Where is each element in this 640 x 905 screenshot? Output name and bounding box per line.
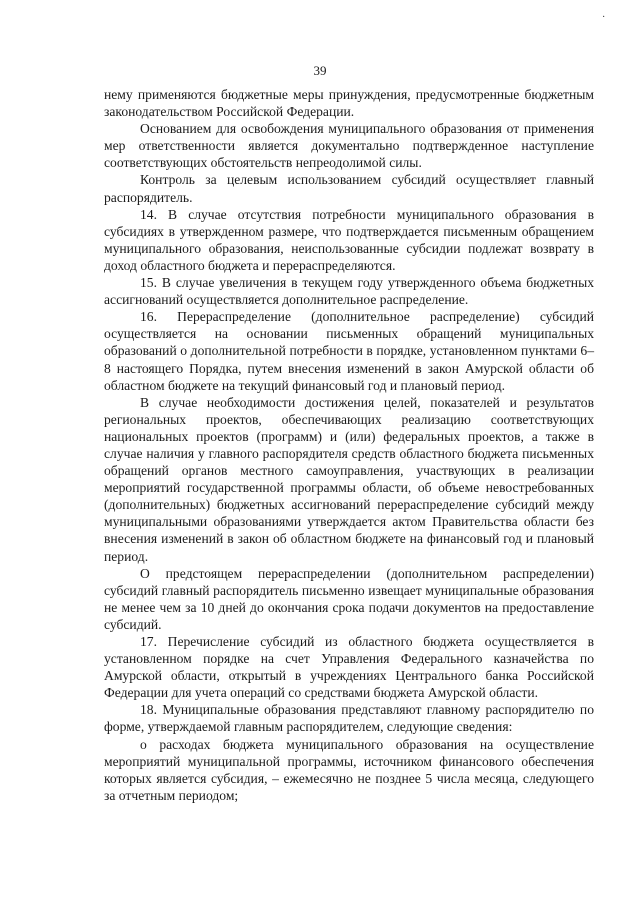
document-body bbox=[104, 86, 594, 804]
paragraph: В случае необходимости достижения целей, показателей и результатов региональных проектов, обеспечивающих реализацию соответствующих национальных проектов (программ) и (или) федеральных проектов, а также в случае наличия у главного распорядителя средств областного бюджета письменных обращений органов местного самоуправления, участвующих в реализации мероприятий государственной программы области, об объеме невостребованных (дополнительных) бюджетных ассигнований перераспределение субсидий между муниципальными образованиями утверждается актом Правительства области без внесения изменений в закон об областном бюджете на финансовый год и плановый период. bbox=[104, 394, 594, 564]
paragraph: О предстоящем перераспределении (дополнительном распределении) субсидий главный распорядитель письменно извещает муниципальные образования не менее чем за 10 дней до окончания срока подачи документов на предоставление субсидий. bbox=[104, 565, 594, 632]
page-number: 39 bbox=[313, 63, 327, 78]
paragraph: 17. Перечисление субсидий из областного бюджета осуществляется в установленном порядке на счет Управления Федерального казначейства по Амурской области, открытый в учреждениях Центрального банка Российской Федерации для учета операций со средствами бюджета Амурской области. bbox=[104, 634, 594, 701]
paragraph: 14. В случае отсутствия потребности муниципального образования в субсидиях в утвержденном размере, что подтверждается письменным обращением муниципального образования, неиспользованные субсидии подлежат возврату в доход областного бюджета и перераспределяются. bbox=[104, 206, 594, 273]
paragraph: о расходах бюджета муниципального образования на осуществление мероприятий муниципальной программы, источником финансового обеспечения которых является субсидия, – ежемесячно не позднее 5 числа месяца, следующего за отчетным периодом; bbox=[104, 736, 594, 803]
paragraph: 18. Муниципальные образования представляют главному распорядителю по форме, утверждаемой главным распорядителем, следующие сведения: bbox=[104, 702, 594, 735]
paragraph: Контроль за целевым использованием субсидий осуществляет главный распорядитель. bbox=[104, 172, 594, 205]
paragraph: Основанием для освобождения муниципального образования от применения мер ответственности является документально подтвержденное наступление соответствующих обстоятельств непреодолимой силы. bbox=[104, 121, 594, 171]
corner-mark: · bbox=[602, 12, 606, 23]
paragraph: нему применяются бюджетные меры принуждения, предусмотренные бюджетным законодательством Российской Федерации. bbox=[104, 87, 594, 120]
paragraph: 16. Перераспределение (дополнительное распределение) субсидий осуществляется на основании письменных обращений муниципальных образований о дополнительной потребности в порядке, установленном пунктами 6–8 настоящего Порядка, путем внесения изменений в закон Амурской области об областном бюджете на текущий финансовый год и плановый период. bbox=[104, 309, 594, 393]
paragraph: 15. В случае увеличения в текущем году утвержденного объема бюджетных ассигнований осуществляется дополнительное распределение. bbox=[104, 275, 594, 308]
